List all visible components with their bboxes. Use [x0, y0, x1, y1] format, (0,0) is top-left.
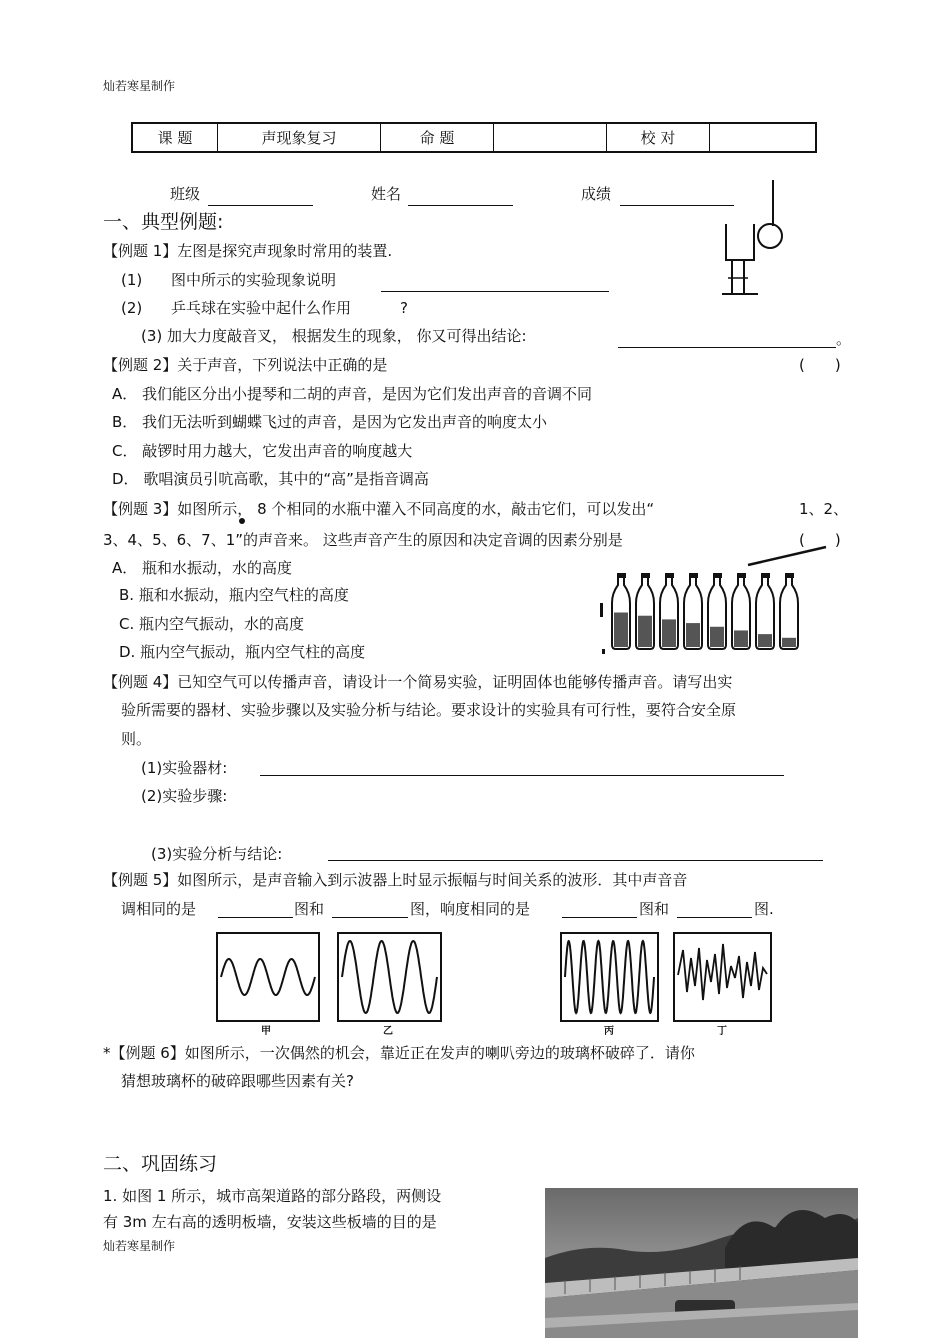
bottle-cap — [665, 573, 674, 578]
wave-label-yi: 乙 — [383, 1026, 393, 1037]
tuning-fork-figure — [716, 178, 786, 298]
ex4-conclusion-label: (3)实验分析与结论: — [151, 845, 283, 863]
table-cell-topic-label: 课 题 — [132, 123, 218, 152]
ex3-option-a: A． 瓶和水振动，水的高度 — [112, 559, 293, 577]
section-1-heading: 一、典型例题: — [103, 211, 224, 233]
ex2-answer-paren[interactable]: ( ) — [799, 356, 841, 374]
water-bottles-figure — [598, 545, 828, 657]
header-table — [131, 122, 817, 153]
ex1-q3-answer[interactable] — [618, 347, 836, 348]
ex1-q2: 乒乓球在实验中起什么作用 — [171, 299, 352, 317]
name-label: 姓名 — [371, 185, 402, 203]
ex2-option-b: B． 我们无法听到蝴蝶飞过的声音，是因为它发出声音的响度太小 — [112, 413, 548, 431]
bottle-cap — [713, 573, 722, 578]
class-label: 班级 — [170, 185, 201, 203]
bottle-cap — [617, 573, 626, 578]
wave-label-jia: 甲 — [261, 1026, 271, 1037]
ex4-line3: 则。 — [121, 730, 152, 748]
ex5-line2c: 图，响度相同的是 — [410, 900, 531, 918]
ex2-option-d: D． 歌唱演员引吭高歌，其中的“高”是指音调高 — [112, 470, 429, 488]
ex3-answer-paren[interactable]: ( ) — [799, 531, 841, 549]
section-2-heading: 二、巩固练习 — [103, 1153, 218, 1175]
header-note: 灿若寒星制作 — [103, 79, 176, 93]
bottle-cap — [737, 573, 746, 578]
wave-label-bing: 丙 — [604, 1026, 614, 1037]
ex4-line2: 验所需要的器材、实验步骤以及实验分析与结论。要求设计的实验具有可行性，要符合安全原 — [121, 701, 737, 719]
ex2-title: 【例题 2】关于声音，下列说法中正确的是 — [103, 356, 388, 374]
table-cell-proofread[interactable] — [710, 123, 817, 152]
ex3-line1-end: 1、2、 — [799, 500, 849, 518]
bottle-water — [662, 619, 676, 647]
class-field[interactable] — [208, 205, 313, 206]
ex1-q2-mark: ? — [400, 299, 408, 317]
ex5-blank-1[interactable] — [218, 917, 293, 918]
ex6-line1: *【例题 6】如图所示，一次偶然的机会，靠近正在发声的喇叭旁边的玻璃杯破碎了．请你 — [103, 1044, 695, 1062]
bottle-water — [758, 634, 772, 647]
bottle-cap — [689, 573, 698, 578]
ex1-q3-end: 。 — [836, 330, 852, 348]
score-label: 成绩 — [581, 185, 612, 203]
bottle-water — [614, 613, 628, 648]
ex6-line2: 猜想玻璃杯的破碎跟哪些因素有关? — [121, 1072, 354, 1090]
ex1-q1: 图中所示的实验现象说明 — [171, 271, 337, 289]
ex5-line2e: 图. — [754, 900, 774, 918]
table-cell-author[interactable] — [494, 123, 607, 152]
bottle-water — [734, 630, 748, 647]
ex5-blank-3[interactable] — [562, 917, 637, 918]
dot-mark — [239, 518, 245, 524]
ex3-line1: 【例题 3】如图所示， 8 个相同的水瓶中灌入不同高度的水，敲击它们，可以发出“ — [103, 500, 655, 518]
bottle-water — [686, 623, 700, 647]
ex1-q2-num: (2) — [121, 299, 143, 317]
ex3-option-d: D. 瓶内空气振动，瓶内空气柱的高度 — [119, 643, 366, 661]
ex3-option-c: C. 瓶内空气振动，水的高度 — [119, 615, 305, 633]
name-field[interactable] — [408, 205, 513, 206]
ex3-option-b: B. 瓶和水振动，瓶内空气柱的高度 — [119, 586, 349, 604]
ex4-conclusion-answer[interactable] — [328, 860, 823, 861]
ex4-steps-label: (2)实验步骤: — [141, 787, 228, 805]
ex2-option-a: A． 我们能区分出小提琴和二胡的声音，是因为它们发出声音的音调不同 — [112, 385, 593, 403]
ex3-line2: 3、4、5、6、7、1”的声音来。 这些声音产生的原因和决定音调的因素分别是 — [103, 531, 623, 549]
table-cell-topic: 声现象复习 — [218, 123, 381, 152]
ex5-line2a: 调相同的是 — [121, 900, 197, 918]
bottle-water — [710, 627, 724, 647]
ex5-blank-4[interactable] — [677, 917, 752, 918]
bottle-cap — [761, 573, 770, 578]
ex4-materials-answer[interactable] — [260, 775, 784, 776]
bottle-cap — [785, 573, 794, 578]
bottle-cap — [641, 573, 650, 578]
ex5-line2d: 图和 — [639, 900, 670, 918]
wave-label-ding: 丁 — [717, 1026, 727, 1037]
bottle-water — [782, 638, 796, 647]
ex2-option-c: C． 敲锣时用力越大，它发出声音的响度越大 — [112, 442, 413, 460]
practice-1-line2: 有 3m 左右高的透明板墙，安装这些板墙的目的是 — [103, 1213, 437, 1231]
table-cell-author-label: 命 题 — [381, 123, 494, 152]
ex1-title: 【例题 1】左图是探究声现象时常用的装置. — [103, 242, 393, 260]
elevated-road-photo — [545, 1188, 858, 1338]
ex1-q1-num: (1) — [121, 271, 143, 289]
bottle-water — [638, 616, 652, 647]
ex5-line1: 【例题 5】如图所示，是声音输入到示波器上时显示振幅与时间关系的波形．其中声音音 — [103, 871, 688, 889]
ex1-q1-answer[interactable] — [381, 291, 609, 292]
ex5-line2b: 图和 — [294, 900, 325, 918]
ex1-q3: (3) 加大力度敲音叉， 根据发生的现象， 你又可得出结论: — [141, 327, 527, 345]
practice-1-line1: 1. 如图 1 所示，城市高架道路的部分路段，两侧设 — [103, 1187, 442, 1205]
ex5-blank-2[interactable] — [332, 917, 408, 918]
ex4-line1: 【例题 4】已知空气可以传播声音，请设计一个简易实验，证明固体也能够传播声音。请写出实 — [103, 673, 733, 691]
table-cell-proofread-label: 校 对 — [607, 123, 710, 152]
footer-note: 灿若寒星制作 — [103, 1239, 176, 1253]
ex4-materials-label: (1)实验器材: — [141, 759, 228, 777]
